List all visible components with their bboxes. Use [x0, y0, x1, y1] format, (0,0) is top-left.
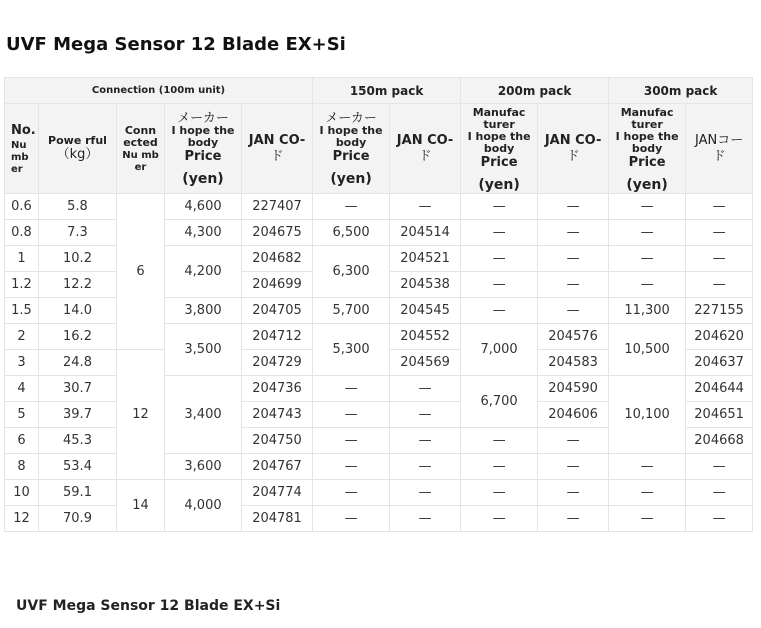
- cell-jan: 204705: [242, 298, 313, 324]
- cell-p150: —: [313, 402, 390, 428]
- cell-power: 45.3: [39, 428, 117, 454]
- cell-p150: —: [313, 376, 390, 402]
- cell-j200: 204590: [538, 376, 609, 402]
- group-150m: 150m pack: [313, 78, 461, 104]
- cell-no: 5: [5, 402, 39, 428]
- table-row: [5, 480, 753, 506]
- cell-p300: —: [609, 220, 686, 246]
- col-200-price: Manufac turer I hope the body Price (yen): [461, 104, 538, 194]
- cell-j150: 204538: [390, 272, 461, 298]
- cell-conn: 6: [117, 194, 165, 350]
- cell-j300: —: [686, 194, 753, 220]
- col-150-price: メーカー I hope the body Price (yen): [313, 104, 390, 194]
- cell-p200: —: [461, 194, 538, 220]
- cell-jan: 204729: [242, 350, 313, 376]
- cell-j300: —: [686, 220, 753, 246]
- cell-jan: 204712: [242, 324, 313, 350]
- cell-price: 3,600: [165, 454, 242, 480]
- cell-j300: 204651: [686, 402, 753, 428]
- cell-p200: —: [461, 428, 538, 454]
- cell-p300: —: [609, 480, 686, 506]
- cell-no: 0.6: [5, 194, 39, 220]
- cell-power: 70.9: [39, 506, 117, 532]
- cell-power: 16.2: [39, 324, 117, 350]
- cell-j200: —: [538, 272, 609, 298]
- col-300-jan: JANコー ド: [686, 104, 753, 194]
- col-power: Powe rful （kg）: [39, 104, 117, 194]
- cell-price: 4,200: [165, 246, 242, 298]
- cell-j200: —: [538, 246, 609, 272]
- cell-p300: —: [609, 272, 686, 298]
- col-price: メーカー I hope the body Price (yen): [165, 104, 242, 194]
- cell-no: 2: [5, 324, 39, 350]
- cell-p300: 10,100: [609, 376, 686, 454]
- cell-j150: —: [390, 194, 461, 220]
- cell-j200: —: [538, 480, 609, 506]
- col-connected: Conn ected Nu mb er: [117, 104, 165, 194]
- cell-power: 7.3: [39, 220, 117, 246]
- cell-j150: 204569: [390, 350, 461, 376]
- cell-power: 12.2: [39, 272, 117, 298]
- cell-p300: 11,300: [609, 298, 686, 324]
- cell-j150: 204514: [390, 220, 461, 246]
- cell-jan: 204736: [242, 376, 313, 402]
- cell-j200: 204606: [538, 402, 609, 428]
- cell-power: 10.2: [39, 246, 117, 272]
- cell-jan: 204750: [242, 428, 313, 454]
- cell-p150: —: [313, 428, 390, 454]
- cell-p150: —: [313, 480, 390, 506]
- cell-j300: 227155: [686, 298, 753, 324]
- cell-j300: 204668: [686, 428, 753, 454]
- col-300-price: Manufac turer I hope the body Price (yen): [609, 104, 686, 194]
- cell-no: 3: [5, 350, 39, 376]
- cell-j300: 204644: [686, 376, 753, 402]
- cell-power: 24.8: [39, 350, 117, 376]
- col-jan: JAN CO- ド: [242, 104, 313, 194]
- group-connection: Connection (100m unit): [5, 78, 313, 104]
- cell-j300: —: [686, 506, 753, 532]
- cell-j150: —: [390, 402, 461, 428]
- cell-no: 1: [5, 246, 39, 272]
- cell-no: 0.8: [5, 220, 39, 246]
- cell-p200: —: [461, 454, 538, 480]
- cell-j150: 204521: [390, 246, 461, 272]
- cell-p200: —: [461, 506, 538, 532]
- cell-p300: —: [609, 506, 686, 532]
- cell-p150: —: [313, 454, 390, 480]
- cell-no: 8: [5, 454, 39, 480]
- cell-jan: 204781: [242, 506, 313, 532]
- cell-j300: —: [686, 272, 753, 298]
- cell-p150: 5,300: [313, 324, 390, 376]
- cell-price: 3,400: [165, 376, 242, 454]
- cell-p200: —: [461, 246, 538, 272]
- cell-p150: 6,500: [313, 220, 390, 246]
- cell-p150: —: [313, 194, 390, 220]
- cell-jan: 227407: [242, 194, 313, 220]
- group-300m: 300m pack: [609, 78, 753, 104]
- cell-j150: —: [390, 376, 461, 402]
- col-150-jan: JAN CO- ド: [390, 104, 461, 194]
- footer-title: UVF Mega Sensor 12 Blade EX+Si: [16, 598, 281, 614]
- col-200-jan: JAN CO- ド: [538, 104, 609, 194]
- cell-p300: 10,500: [609, 324, 686, 376]
- cell-no: 1.2: [5, 272, 39, 298]
- cell-power: 5.8: [39, 194, 117, 220]
- cell-power: 14.0: [39, 298, 117, 324]
- cell-j150: —: [390, 506, 461, 532]
- cell-p150: —: [313, 506, 390, 532]
- cell-power: 59.1: [39, 480, 117, 506]
- cell-jan: 204767: [242, 454, 313, 480]
- cell-p300: —: [609, 194, 686, 220]
- cell-j150: —: [390, 454, 461, 480]
- cell-conn: 14: [117, 480, 165, 532]
- cell-p200: —: [461, 272, 538, 298]
- cell-j200: 204576: [538, 324, 609, 350]
- cell-jan: 204675: [242, 220, 313, 246]
- cell-no: 4: [5, 376, 39, 402]
- cell-no: 6: [5, 428, 39, 454]
- price-table: [4, 77, 753, 532]
- cell-j200: —: [538, 506, 609, 532]
- cell-price: 4,000: [165, 480, 242, 532]
- cell-no: 12: [5, 506, 39, 532]
- cell-conn: 12: [117, 350, 165, 480]
- cell-j200: —: [538, 194, 609, 220]
- page-title: UVF Mega Sensor 12 Blade EX+Si: [6, 34, 346, 55]
- cell-p150: 6,300: [313, 246, 390, 298]
- cell-jan: 204743: [242, 402, 313, 428]
- cell-jan: 204774: [242, 480, 313, 506]
- cell-jan: 204682: [242, 246, 313, 272]
- cell-jan: 204699: [242, 272, 313, 298]
- table-row: [5, 194, 753, 220]
- cell-j150: —: [390, 480, 461, 506]
- col-no: No. Nu mb er: [5, 104, 39, 194]
- cell-j300: —: [686, 454, 753, 480]
- cell-power: 53.4: [39, 454, 117, 480]
- cell-j200: 204583: [538, 350, 609, 376]
- cell-j300: 204637: [686, 350, 753, 376]
- cell-j150: —: [390, 428, 461, 454]
- cell-j200: —: [538, 454, 609, 480]
- cell-power: 30.7: [39, 376, 117, 402]
- cell-j300: —: [686, 480, 753, 506]
- cell-p200: —: [461, 298, 538, 324]
- cell-j150: 204552: [390, 324, 461, 350]
- cell-j300: 204620: [686, 324, 753, 350]
- cell-price: 4,600: [165, 194, 242, 220]
- cell-price: 3,800: [165, 298, 242, 324]
- cell-p200: 7,000: [461, 324, 538, 376]
- cell-p200: 6,700: [461, 376, 538, 428]
- cell-no: 1.5: [5, 298, 39, 324]
- cell-j200: —: [538, 220, 609, 246]
- cell-no: 10: [5, 480, 39, 506]
- cell-j300: —: [686, 246, 753, 272]
- group-200m: 200m pack: [461, 78, 609, 104]
- cell-p300: —: [609, 246, 686, 272]
- cell-j150: 204545: [390, 298, 461, 324]
- cell-price: 3,500: [165, 324, 242, 376]
- cell-power: 39.7: [39, 402, 117, 428]
- cell-p200: —: [461, 220, 538, 246]
- cell-price: 4,300: [165, 220, 242, 246]
- cell-p300: —: [609, 454, 686, 480]
- cell-p150: 5,700: [313, 298, 390, 324]
- cell-j200: —: [538, 428, 609, 454]
- cell-p200: —: [461, 480, 538, 506]
- cell-j200: —: [538, 298, 609, 324]
